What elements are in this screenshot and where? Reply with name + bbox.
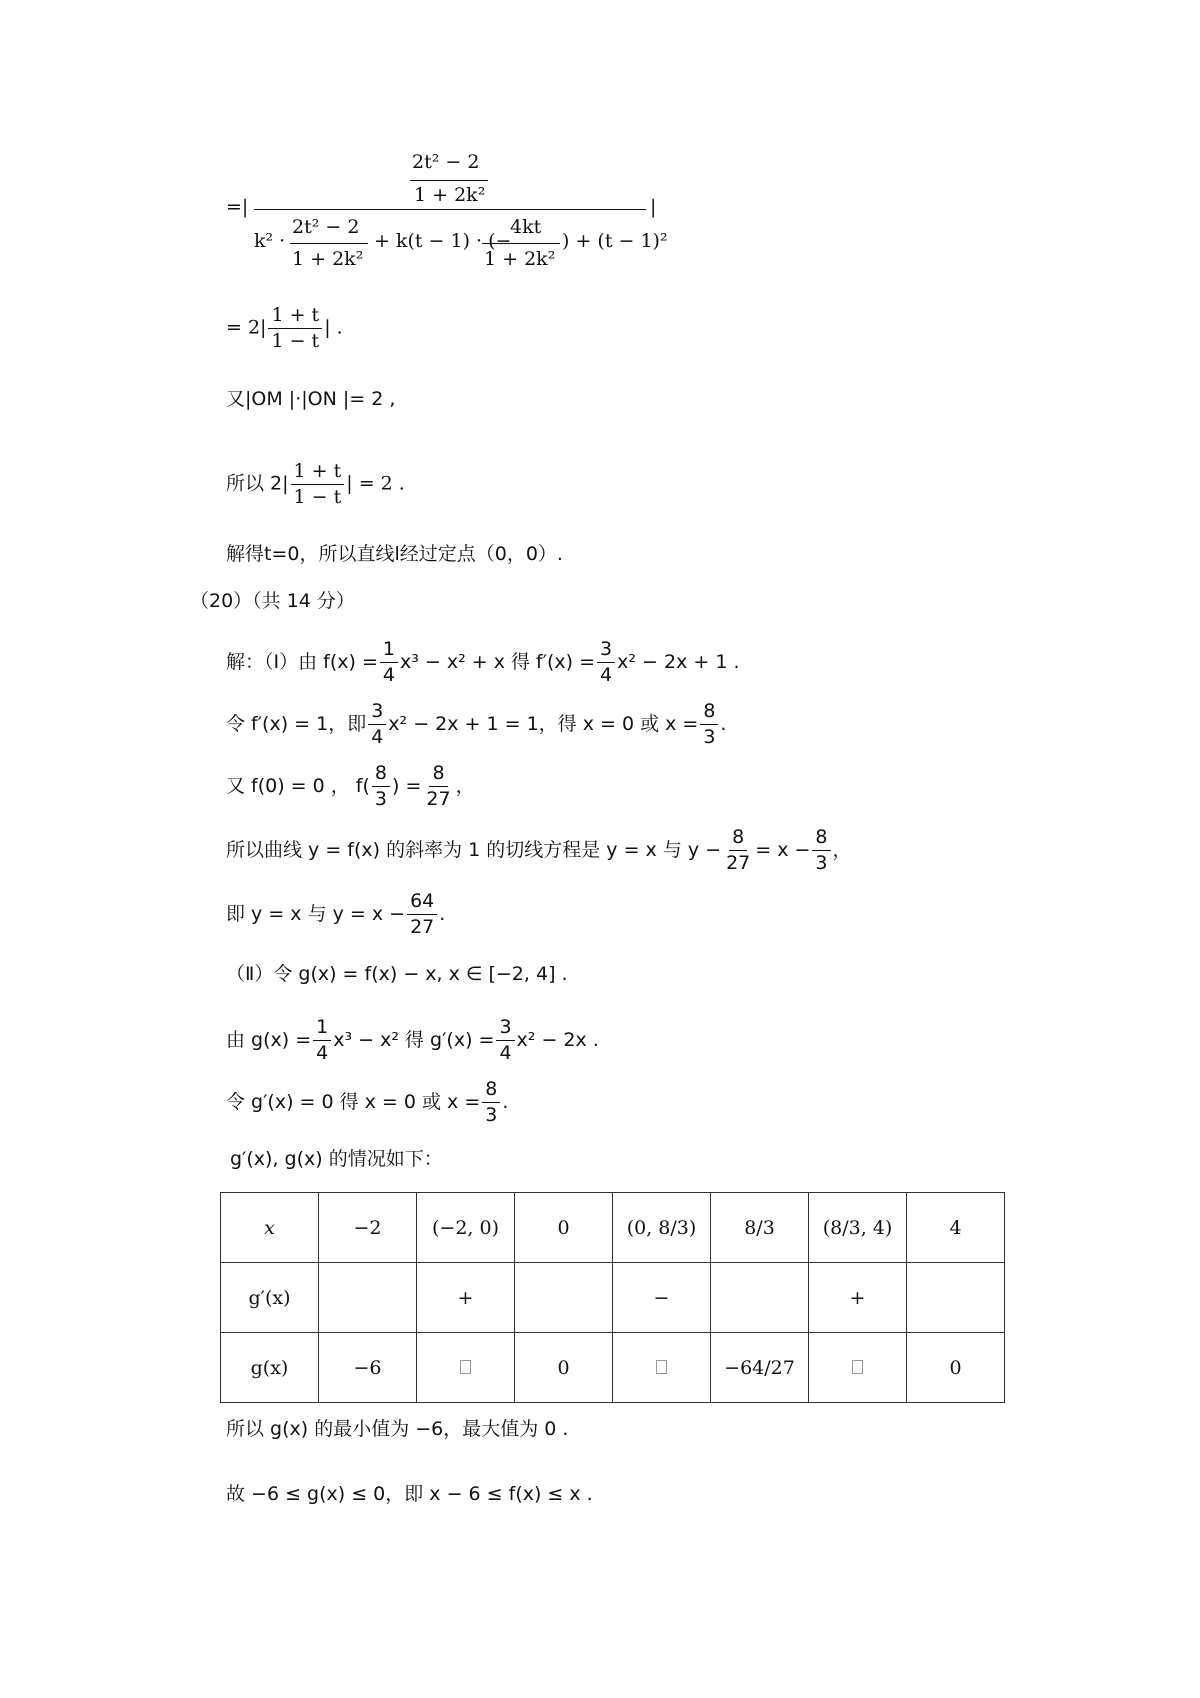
- om-on-line: 又|OM |·|ON |= 2 ,: [226, 388, 396, 410]
- l2-frac2: [700, 702, 718, 747]
- table-cell: [319, 1263, 417, 1333]
- l7-frac1-den: 4: [316, 1042, 329, 1064]
- so-prefix: 所以 2|: [226, 472, 289, 495]
- solve-line: 解得t=0，所以直线l经过定点（0，0）.: [226, 543, 563, 565]
- p20-line6: （Ⅱ）令 g(x) = f(x) − x, x ∈ [−2, 4] .: [226, 963, 568, 985]
- l4-c: ，: [832, 839, 852, 861]
- table-cell: [417, 1333, 515, 1403]
- l1-b: x³ − x² + x 得 f′(x) =: [399, 651, 596, 673]
- l8-b: .: [502, 1091, 509, 1113]
- l2-frac2-den: 3: [703, 726, 716, 748]
- so-fraction: [291, 462, 345, 507]
- closing-abs: |: [650, 196, 657, 218]
- step2-fraction: [268, 306, 322, 351]
- p20-line3: [226, 764, 475, 809]
- step2-num: 1 + t: [268, 306, 322, 329]
- l7-c: x² − 2x .: [516, 1029, 599, 1051]
- l3-frac1-den: 3: [374, 788, 388, 810]
- l7-frac1: [313, 1018, 331, 1063]
- p20-line2: [226, 702, 726, 747]
- l3-a: 又 f(0) = 0 ， f(: [226, 775, 370, 797]
- l4-frac1: [723, 828, 753, 873]
- top-denominator: 1 + 2k²: [414, 184, 486, 206]
- l3-b: ) =: [392, 775, 422, 797]
- denominator-frac2-den: 1 + 2k²: [484, 248, 556, 270]
- l3-frac1: [372, 764, 390, 809]
- l7-frac2-den: 4: [499, 1042, 512, 1064]
- table-cell: 0: [907, 1333, 1005, 1403]
- l2-c: .: [720, 713, 727, 735]
- l4-frac2: [812, 828, 830, 873]
- denominator-end: ) + (t − 1)²: [562, 230, 668, 252]
- l4-frac1-den: 27: [726, 852, 751, 874]
- problem20-header: （20）（共 14 分）: [190, 590, 355, 612]
- l4-b: = x −: [755, 839, 811, 861]
- p20-line11: 故 −6 ≤ g(x) ≤ 0，即 x − 6 ≤ f(x) ≤ x .: [226, 1483, 593, 1505]
- l8-frac-num: 8: [482, 1080, 500, 1103]
- l2-frac1: [368, 702, 386, 747]
- l3-c: ，: [455, 775, 475, 797]
- denominator-frac2-line: [482, 243, 560, 244]
- l7-frac2-num: 3: [496, 1018, 514, 1041]
- table-cell: 0: [515, 1333, 613, 1403]
- l8-a: 令 g′(x) = 0 得 x = 0 或 x =: [226, 1091, 481, 1113]
- denominator-frac1-line: [290, 243, 368, 244]
- l4-frac1-num: 8: [729, 828, 747, 851]
- l7-frac1-num: 1: [313, 1018, 331, 1041]
- l1-frac1-num: 1: [380, 640, 398, 663]
- denominator-middle: + k(t − 1) · (−: [374, 230, 512, 252]
- table-cell: g(x): [221, 1333, 319, 1403]
- denominator-frac1-num: 2t² − 2: [292, 216, 360, 238]
- step2-den: 1 − t: [271, 330, 320, 352]
- so-den: 1 − t: [293, 486, 342, 508]
- l3-frac2-num: 8: [429, 764, 447, 787]
- denominator-k2: k² ·: [254, 230, 286, 252]
- l2-frac1-num: 3: [368, 702, 386, 725]
- table-cell: −6: [319, 1333, 417, 1403]
- l2-b: x² − 2x + 1 = 1，得 x = 0 或 x =: [388, 713, 699, 735]
- p20-line1: [226, 640, 740, 685]
- table-cell: [907, 1263, 1005, 1333]
- table-cell: +: [809, 1263, 907, 1333]
- l5-frac: [407, 892, 437, 937]
- p20-line4: [226, 828, 852, 873]
- l4-frac2-den: 3: [815, 852, 828, 874]
- table-cell: [711, 1263, 809, 1333]
- table-cell: [515, 1263, 613, 1333]
- l7-b: x³ − x² 得 g′(x) =: [333, 1029, 495, 1051]
- step2-prefix: = 2|: [226, 316, 267, 339]
- so-suffix: | = 2 .: [346, 472, 405, 495]
- step2-line: [226, 306, 343, 351]
- l3-frac1-num: 8: [372, 764, 390, 787]
- l7-frac2: [496, 1018, 514, 1063]
- l2-frac1-den: 4: [371, 726, 384, 748]
- table-cell: 0: [515, 1193, 613, 1263]
- table-row: [221, 1263, 1005, 1333]
- l8-frac-den: 3: [485, 1104, 498, 1126]
- fraction-eq-sign: =|: [226, 196, 249, 218]
- l4-frac2-num: 8: [812, 828, 830, 851]
- l1-frac1-den: 4: [382, 664, 395, 686]
- table-cell: +: [417, 1263, 515, 1333]
- l2-frac2-num: 8: [700, 702, 718, 725]
- variation-table: [220, 1192, 1005, 1403]
- l2-a: 令 f′(x) = 1，即: [226, 713, 367, 735]
- p20-line8: [226, 1080, 508, 1125]
- table-cell: (0, 8/3): [613, 1193, 711, 1263]
- step2-suffix: | .: [324, 316, 343, 339]
- l5-frac-den: 27: [410, 916, 435, 938]
- denominator-frac1-den: 1 + 2k²: [292, 248, 364, 270]
- l5-b: .: [439, 903, 446, 925]
- l3-frac2-den: 27: [426, 788, 451, 810]
- l4-a: 所以曲线 y = f(x) 的斜率为 1 的切线方程是 y = x 与 y −: [226, 839, 722, 861]
- table-cell: −64/27: [711, 1333, 809, 1403]
- so-num: 1 + t: [291, 462, 345, 485]
- table-cell: (−2, 0): [417, 1193, 515, 1263]
- top-numerator-line: [410, 180, 488, 181]
- l1-a: 解：（Ⅰ）由 f(x) =: [226, 651, 378, 673]
- l5-frac-num: 64: [407, 892, 437, 915]
- table-cell: [809, 1333, 907, 1403]
- so-line: [226, 462, 405, 507]
- l1-c: x² − 2x + 1 .: [617, 651, 740, 673]
- table-cell: [613, 1333, 711, 1403]
- missing-glyph-icon: [460, 1360, 471, 1374]
- l1-frac1: [380, 640, 398, 685]
- table-cell: g′(x): [221, 1263, 319, 1333]
- l8-frac: [482, 1080, 500, 1125]
- l1-frac2-den: 4: [600, 664, 613, 686]
- l5-a: 即 y = x 与 y = x −: [226, 903, 406, 925]
- denominator-frac2-num: 4kt: [510, 216, 542, 238]
- table-cell: −: [613, 1263, 711, 1333]
- table-cell: x: [221, 1193, 319, 1263]
- p20-line10: 所以 g(x) 的最小值为 −6，最大值为 0 .: [226, 1418, 569, 1440]
- table-cell: (8/3, 4): [809, 1193, 907, 1263]
- l1-frac2: [597, 640, 615, 685]
- table-row: [221, 1333, 1005, 1403]
- l3-frac2: [423, 764, 453, 809]
- main-fraction-bar: [254, 209, 646, 210]
- table-cell: 4: [907, 1193, 1005, 1263]
- l1-frac2-num: 3: [597, 640, 615, 663]
- p20-line7: [226, 1018, 599, 1063]
- p20-line5: [226, 892, 445, 937]
- missing-glyph-icon: [852, 1360, 863, 1374]
- table-cell: −2: [319, 1193, 417, 1263]
- missing-glyph-icon: [656, 1360, 667, 1374]
- l7-a: 由 g(x) =: [226, 1029, 312, 1051]
- table-cell: 8/3: [711, 1193, 809, 1263]
- p20-line9: g′(x), g(x) 的情况如下：: [230, 1148, 443, 1170]
- top-numerator: 2t² − 2: [412, 151, 480, 173]
- table-row: [221, 1193, 1005, 1263]
